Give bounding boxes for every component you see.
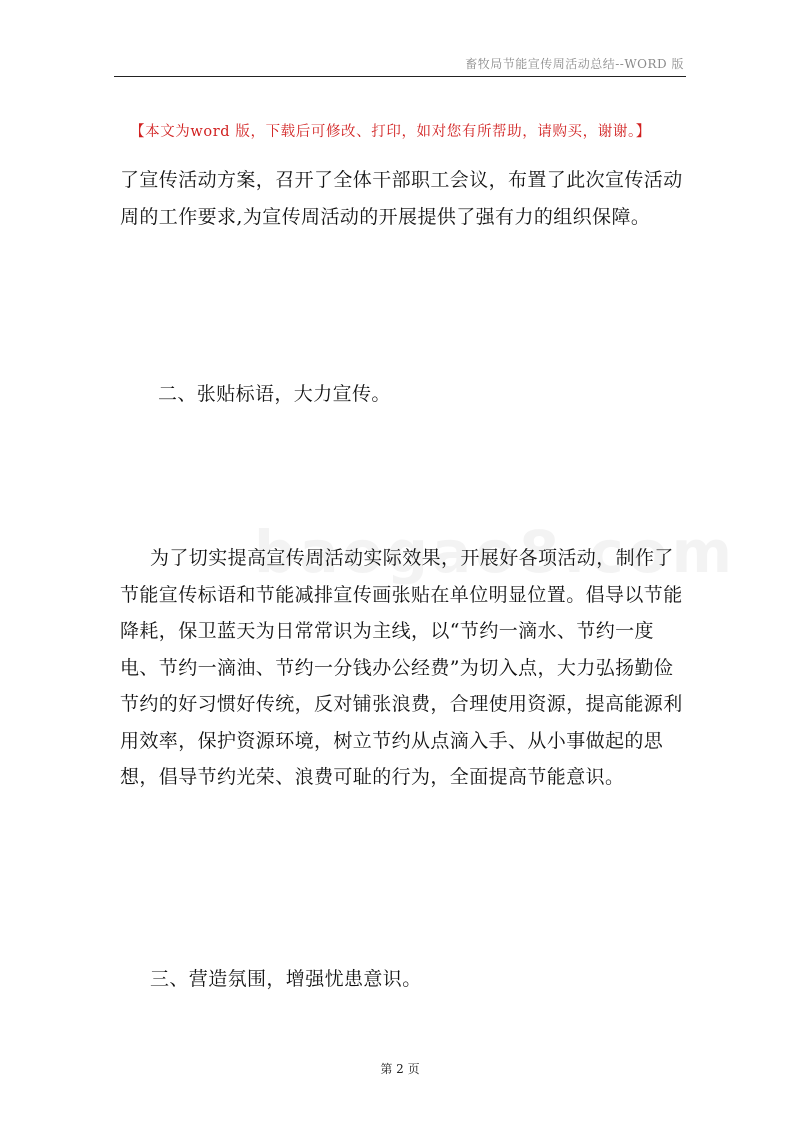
section-heading-2: 二、张贴标语，大力宣传。 bbox=[158, 383, 391, 405]
download-notice: 【本文为word 版，下载后可修改、打印，如对您有所帮助，请购买，谢谢。】 bbox=[130, 124, 651, 140]
section-heading-3: 三、营造氛围，增强忧患意识。 bbox=[150, 968, 422, 990]
page-number: 第 2 页 bbox=[380, 1062, 420, 1076]
header-divider bbox=[114, 76, 686, 77]
body-paragraph: 了宣传活动方案，召开了全体干部职工会议，布置了此次宣传活动周的工作要求,为宣传周活动的开展提供了强有力的组织保障。 bbox=[120, 169, 683, 228]
body-paragraph: 为了切实提高宣传周活动实际效果，开展好各项活动，制作了节能宣传标语和节能减排宣传画张贴在单位明显位置。倡导以节能降耗，保卫蓝天为日常常识为主线，以“节约一滴水、节约一度电、节约一滴油、节约一分钱办公经费”为切入点，大力弘扬勤俭节约的好习惯好传统，反对铺张浪费，合理使用资源，提高能源利用效率，保护资源环境，树立节约从点滴入手、从小事做起的思想，倡导节约光荣、浪费可耻的行为，全面提高节能意识。 bbox=[120, 547, 683, 788]
document-header-title: 畜牧局节能宣传周活动总结--WORD 版 bbox=[465, 57, 684, 71]
